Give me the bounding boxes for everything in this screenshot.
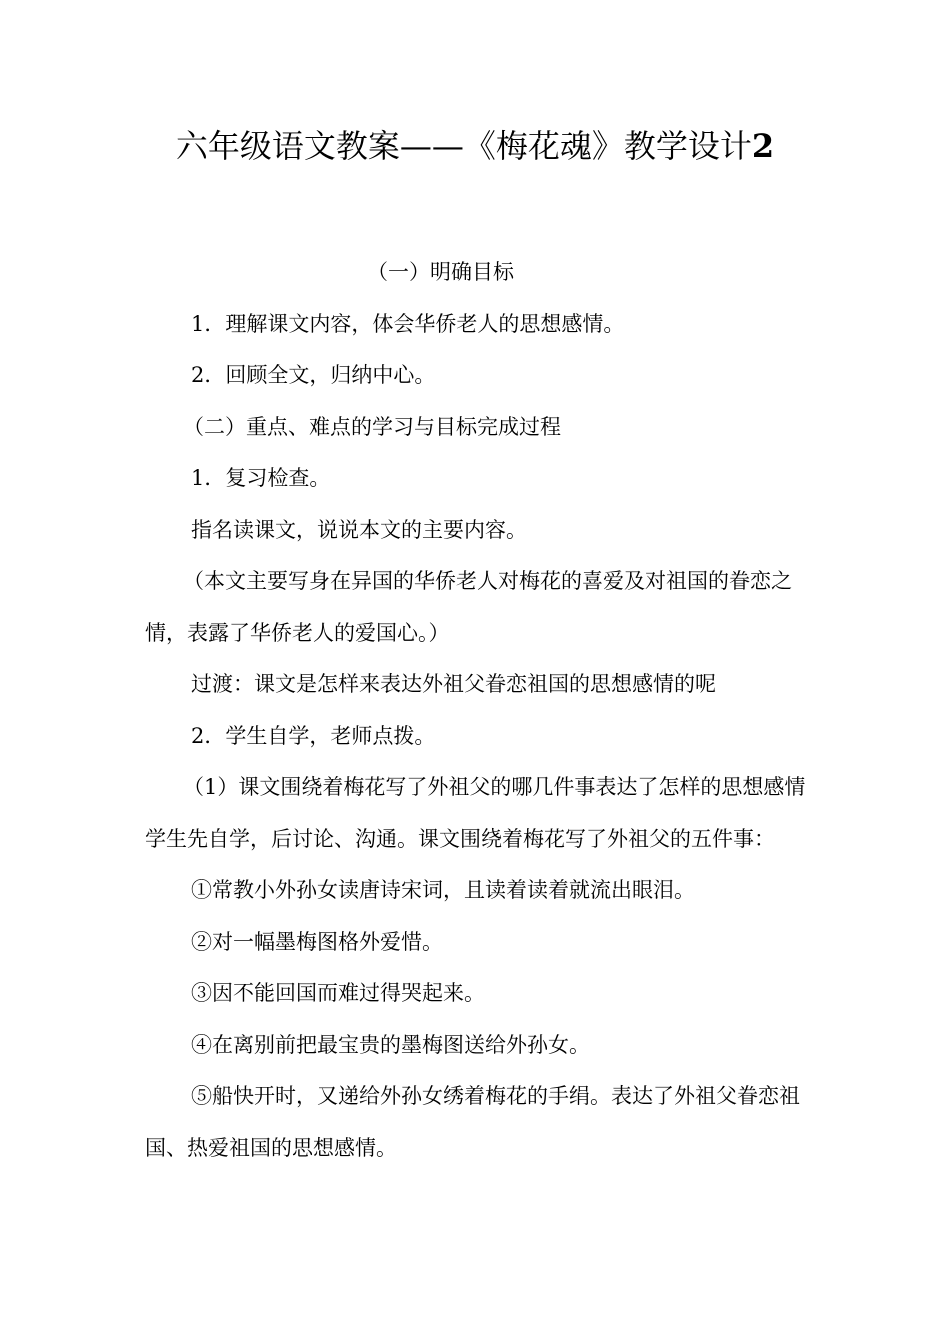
paragraph-main-content: （本文主要写身在异国的华侨老人对梅花的喜爱及对祖国的眷恋之情，表露了华侨老人的爱国心。） bbox=[145, 569, 792, 645]
paragraph-question-1: （1）课文围绕着梅花写了外祖父的哪几件事表达了怎样的思想感情学生先自学，后讨论、沟通。课文围绕着梅花写了外祖父的五件事： bbox=[145, 775, 806, 851]
document-body bbox=[145, 247, 810, 1174]
step-1-review: 1．复习检查。 bbox=[191, 466, 331, 490]
document-title-number: 2 bbox=[751, 127, 775, 165]
event-item-2: ②对一幅墨梅图格外爱惜。 bbox=[191, 929, 443, 954]
goal-item-2: 2．回顾全文，归纳中心。 bbox=[191, 363, 436, 387]
event-item-1: ①常教小外孙女读唐诗宋词，且读着读着就流出眼泪。 bbox=[191, 878, 695, 902]
event-item-5: ⑤船快开时，又递给外孙女绣着梅花的手绢。表达了外祖父眷恋祖国、热爱祖国的思想感情。 bbox=[145, 1084, 800, 1160]
goal-item-1: 1．理解课文内容，体会华侨老人的思想感情。 bbox=[191, 311, 625, 336]
paragraph-read-aloud: 指名读课文，说说本文的主要内容。 bbox=[191, 517, 527, 542]
paragraph-transition: 过渡：课文是怎样来表达外祖父眷恋祖国的思想感情的呢 bbox=[191, 672, 716, 696]
section-heading-process: （二）重点、难点的学习与目标完成过程 bbox=[183, 414, 561, 439]
document-title-text: 六年级语文教案——《梅花魂》教学设计 bbox=[175, 127, 752, 165]
event-item-4: ④在离别前把最宝贵的墨梅图送给外孙女。 bbox=[191, 1032, 590, 1057]
section-heading-goals: （一）明确目标 bbox=[367, 260, 514, 284]
step-2-self-study: 2．学生自学，老师点拨。 bbox=[191, 723, 436, 748]
document-title bbox=[0, 124, 950, 168]
event-item-3: ③因不能回国而难过得哭起来。 bbox=[191, 981, 485, 1005]
